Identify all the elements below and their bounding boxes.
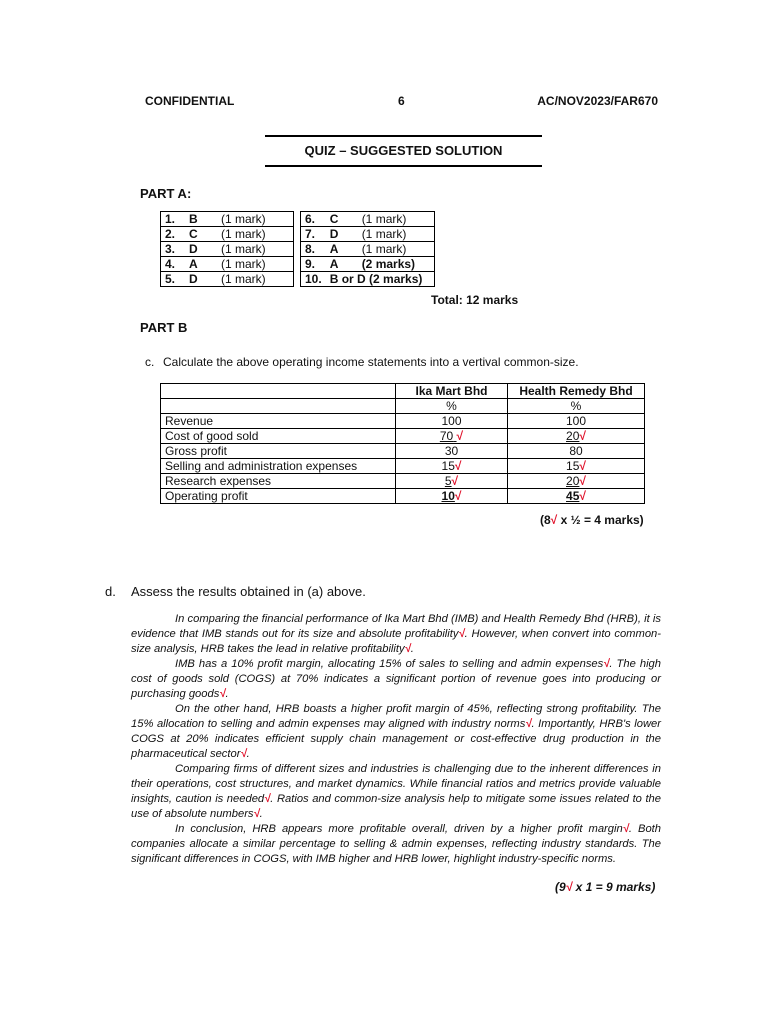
- q-answer: A: [185, 257, 217, 272]
- q-number: 4.: [161, 257, 186, 272]
- hrb-value: 100: [508, 414, 645, 429]
- paragraph-text: In comparing the financial performance of Ika Mart Bhd (IMB) and Health Remedy Bhd (HRB), it is evidence that IMB stands out for its size and absolute profitability: [131, 613, 661, 640]
- tick-icon: √: [603, 658, 610, 670]
- page-number: 6: [398, 94, 405, 108]
- hrb-value: [508, 429, 645, 444]
- part-a-heading: PART A:: [140, 186, 192, 201]
- q-marks: (1 mark): [217, 272, 294, 287]
- table-row: [161, 459, 645, 474]
- tick-icon: √: [404, 643, 411, 655]
- value-text: 70: [439, 429, 454, 443]
- tick-icon: √: [456, 429, 464, 443]
- q-number: 7.: [301, 227, 326, 242]
- paragraph: [131, 702, 661, 762]
- value-text: 20: [566, 429, 580, 443]
- title-rule-bottom: [265, 165, 542, 167]
- mcq-answer-table: [160, 211, 435, 287]
- header-confidential: CONFIDENTIAL: [145, 94, 235, 108]
- q-number: 10.: [301, 272, 326, 287]
- question-label: c.: [145, 355, 155, 369]
- header-blank: [161, 384, 396, 399]
- table-row: [161, 429, 645, 444]
- column-header: Ika Mart Bhd: [396, 384, 508, 399]
- paragraph-text: .: [259, 808, 263, 820]
- column-gap: [294, 212, 301, 227]
- marks-text: (8: [540, 513, 551, 527]
- table-row: [161, 444, 645, 459]
- q-marks: (1 mark): [358, 242, 435, 257]
- q-number: 5.: [161, 272, 186, 287]
- table-row: [161, 227, 435, 242]
- ika-value: 30: [396, 444, 508, 459]
- line-item: Gross profit: [161, 444, 396, 459]
- marks-text: x 1 = 9 marks): [572, 880, 656, 894]
- hrb-value: [508, 474, 645, 489]
- tick-icon: √: [264, 793, 271, 805]
- column-gap: [294, 227, 301, 242]
- table-row: [161, 242, 435, 257]
- q-answer: D: [326, 227, 358, 242]
- table-header-row: [161, 384, 645, 399]
- table-row: [161, 272, 435, 287]
- title-box: [265, 135, 542, 167]
- q-marks: (2 marks): [358, 257, 435, 272]
- paragraph-text: IMB has a 10% profit margin, allocating 15% of sales to selling and admin expenses: [175, 658, 604, 670]
- paragraph-text: Comparing firms of different sizes and industries is challenging due to the inherent differences in their operations, cost structures, and market dynamics. While financial ratios and metrics provide valuable insights, caution is needed: [131, 763, 661, 805]
- paragraph: [131, 822, 661, 867]
- ika-value: [396, 474, 508, 489]
- ika-value: [396, 459, 508, 474]
- q-marks: (1 mark): [217, 212, 294, 227]
- paragraph: [131, 612, 661, 657]
- column-gap: [294, 272, 301, 287]
- table-row: [161, 414, 645, 429]
- ika-value: [396, 489, 508, 504]
- tick-icon: √: [454, 489, 462, 503]
- question-text: Calculate the above operating income statements into a vertival common-size.: [163, 355, 579, 369]
- line-item: Research expenses: [161, 474, 396, 489]
- q-number: 6.: [301, 212, 326, 227]
- value-text: 15: [566, 459, 580, 473]
- page-title: QUIZ – SUGGESTED SOLUTION: [304, 143, 503, 158]
- ika-value: [396, 429, 508, 444]
- hrb-value: [508, 459, 645, 474]
- marks-text: x ½ = 4 marks): [557, 513, 644, 527]
- q-number: 2.: [161, 227, 186, 242]
- paragraph-text: .: [246, 748, 250, 760]
- table-row: [161, 489, 645, 504]
- paragraph-text: .: [225, 688, 229, 700]
- ika-value: 100: [396, 414, 508, 429]
- q-answer: C: [185, 227, 217, 242]
- q-answer: A: [326, 257, 358, 272]
- paragraph-text: . Importantly, HRB's lower COGS at 20% indicates efficient supply chain management or cost-effective drug production in the pharmaceutical sector: [131, 718, 661, 760]
- marks-d: [555, 880, 655, 894]
- table-unit-row: [161, 399, 645, 414]
- value-text: 45: [566, 489, 580, 503]
- tick-icon: √: [565, 880, 573, 894]
- value-text: 10: [441, 489, 455, 503]
- tick-icon: √: [454, 459, 462, 473]
- value-text: 15: [441, 459, 455, 473]
- value-text: 5: [444, 474, 452, 488]
- q-answer: C: [326, 212, 358, 227]
- common-size-table: [160, 383, 645, 504]
- answer-paragraphs: [131, 612, 661, 867]
- value-text: 20: [566, 474, 580, 488]
- q-number: 3.: [161, 242, 186, 257]
- column-gap: [294, 257, 301, 272]
- tick-icon: √: [579, 474, 586, 488]
- tick-icon: √: [550, 513, 558, 527]
- unit-blank: [161, 399, 396, 414]
- column-gap: [294, 242, 301, 257]
- q-marks: (1 mark): [217, 242, 294, 257]
- q-number: 8.: [301, 242, 326, 257]
- tick-icon: √: [525, 718, 532, 730]
- column-header: Health Remedy Bhd: [508, 384, 645, 399]
- line-item: Selling and administration expenses: [161, 459, 396, 474]
- tick-icon: √: [579, 489, 586, 503]
- q-marks: (1 mark): [358, 227, 435, 242]
- paragraph-text: . Ratios and common-size analysis help to mitigate some issues related to the use of absolute numbers: [131, 793, 661, 820]
- table-row: [161, 257, 435, 272]
- tick-icon: √: [622, 823, 629, 835]
- line-item: Revenue: [161, 414, 396, 429]
- paragraph: [131, 657, 661, 702]
- hrb-value: [508, 489, 645, 504]
- question-c: [145, 355, 579, 369]
- question-d: [105, 584, 366, 599]
- question-text: Assess the results obtained in (a) above.: [131, 584, 366, 599]
- part-b-heading: PART B: [140, 320, 188, 335]
- tick-icon: √: [219, 688, 226, 700]
- q-marks: (1 mark): [217, 257, 294, 272]
- line-item: Cost of good sold: [161, 429, 396, 444]
- paragraph-text: . The high cost of goods sold (COGS) at 70% indicates a significant portion of revenue goes into producing or purchasing goods: [131, 658, 661, 700]
- tick-icon: √: [458, 628, 465, 640]
- q-answer: D: [185, 272, 217, 287]
- question-label: d.: [105, 584, 116, 599]
- paragraph-text: . However, when convert into common-size analysis, HRB takes the lead in relative profitability: [131, 628, 661, 655]
- tick-icon: √: [253, 808, 260, 820]
- q-marks: (1 mark): [358, 212, 435, 227]
- line-item: Operating profit: [161, 489, 396, 504]
- tick-icon: √: [240, 748, 247, 760]
- header-course-code: AC/NOV2023/FAR670: [537, 94, 658, 108]
- q-marks: (1 mark): [217, 227, 294, 242]
- q-answer: B: [185, 212, 217, 227]
- marks-c: [540, 513, 644, 527]
- table-row: [161, 212, 435, 227]
- table-row: [161, 474, 645, 489]
- paragraph: [131, 762, 661, 822]
- paragraph-text: . Both companies allocate a similar percentage to selling & admin expenses, reflecting industry standards. The significant differences in COGS, with IMB higher and HRB lower, highlight industry-specific norms.: [131, 823, 661, 865]
- q-answer: A: [326, 242, 358, 257]
- paragraph-text: .: [410, 643, 414, 655]
- hrb-value: 80: [508, 444, 645, 459]
- q-answer: B or D (2 marks): [326, 272, 435, 287]
- tick-icon: √: [579, 429, 586, 443]
- q-answer: D: [185, 242, 217, 257]
- q-number: 1.: [161, 212, 186, 227]
- unit-label: %: [396, 399, 508, 414]
- paragraph-text: In conclusion, HRB appears more profitable overall, driven by a higher profit margin: [175, 823, 623, 835]
- paragraph-text: On the other hand, HRB boasts a higher profit margin of 45%, reflecting strong profitability. The 15% allocation to selling and admin expenses may aligned with industry norms: [131, 703, 661, 730]
- tick-icon: √: [579, 459, 586, 473]
- q-number: 9.: [301, 257, 326, 272]
- part-a-total: Total: 12 marks: [431, 293, 519, 307]
- tick-icon: √: [451, 474, 459, 488]
- marks-text: (9: [555, 880, 566, 894]
- unit-label: %: [508, 399, 645, 414]
